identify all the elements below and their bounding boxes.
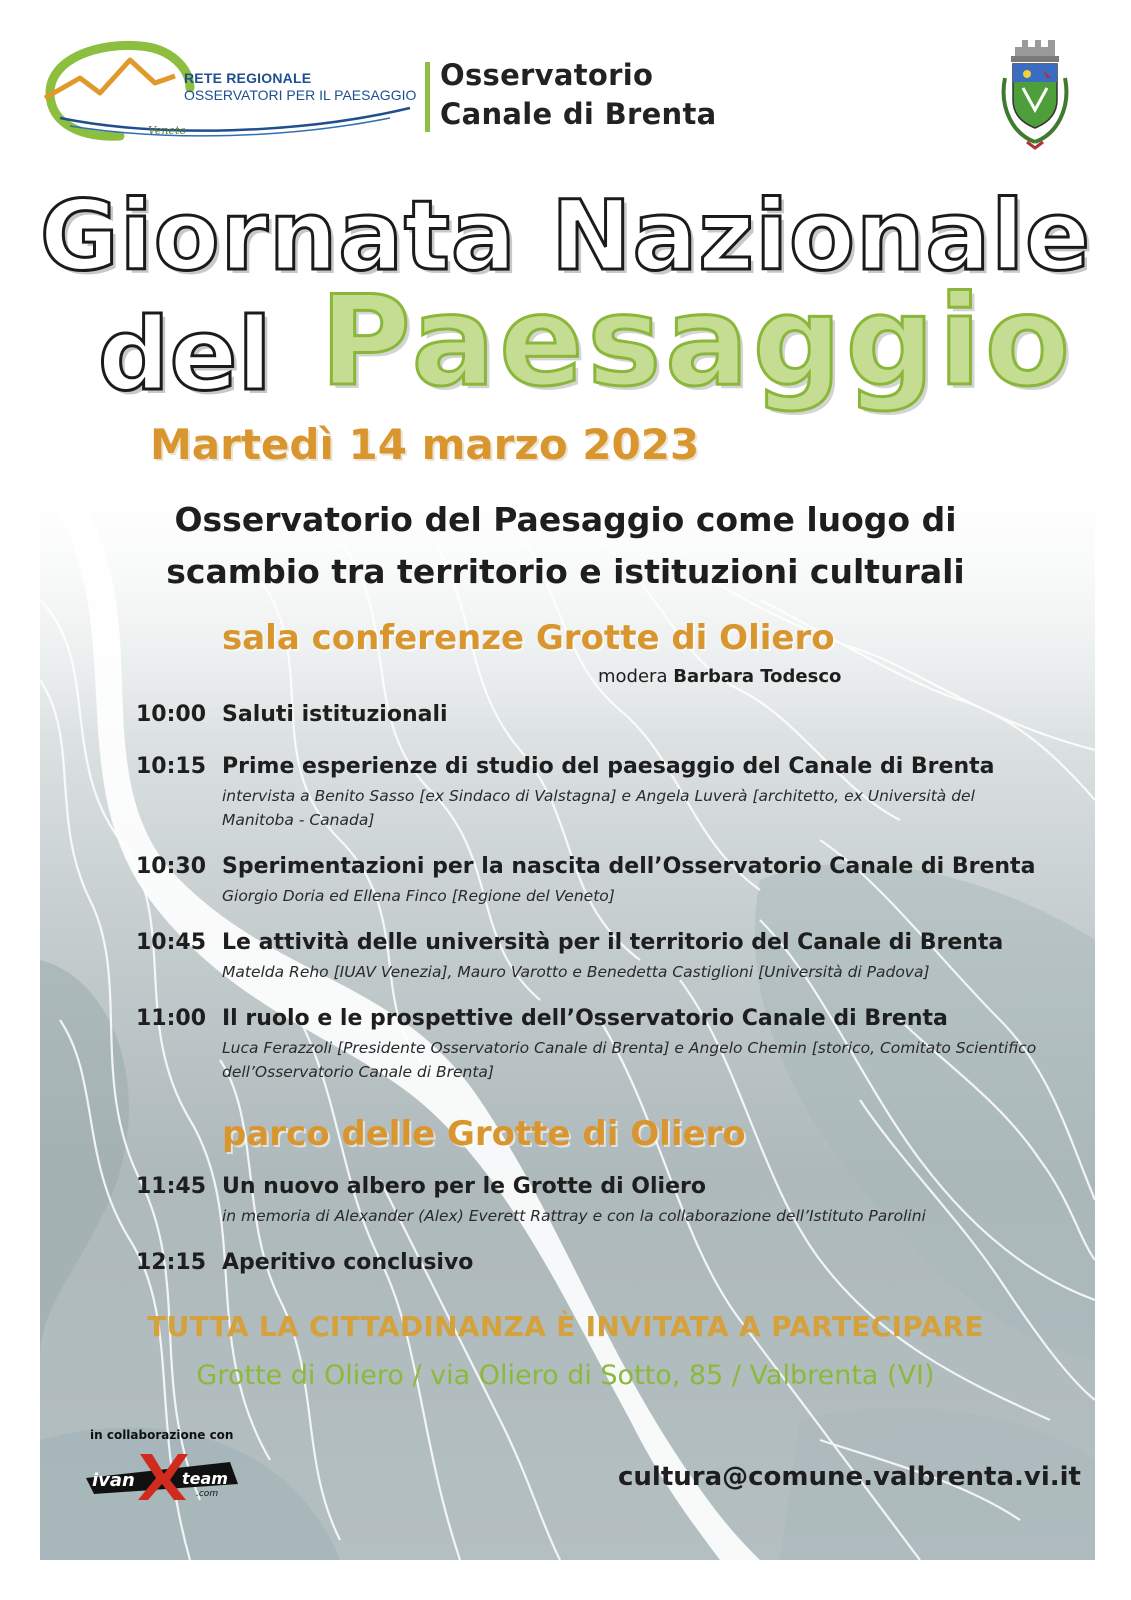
program-time: 11:00 bbox=[136, 1006, 207, 1031]
program-title: Sperimentazioni per la nascita dell’Osservatorio Canale di Brenta bbox=[222, 854, 1036, 879]
observatory-name-line2: Canale di Brenta bbox=[440, 97, 717, 131]
program-speakers: in memoria di Alexander (Alex) Everett Rattray e con la collaborazione dell’Istituto Parolini bbox=[222, 1207, 926, 1225]
header-divider bbox=[425, 62, 430, 132]
program-time: 10:30 bbox=[136, 854, 207, 879]
program-title: Il ruolo e le prospettive dell’Osservatorio Canale di Brenta bbox=[222, 1006, 948, 1031]
event-address: Grotte di Oliero / via Oliero di Sotto, 85 / Valbrenta (VI) bbox=[196, 1360, 935, 1391]
moderator-name: Barbara Todesco bbox=[673, 666, 842, 687]
svg-text:ivan: ivan bbox=[92, 1470, 135, 1491]
ivanxteam-sponsor-logo bbox=[78, 1448, 246, 1502]
event-subtitle bbox=[0, 494, 1131, 598]
event-subtitle-line1: Osservatorio del Paesaggio come luogo di bbox=[174, 500, 957, 539]
program-speakers: Luca Ferazzoli [Presidente Osservatorio Canale di Brenta] e Angelo Chemin [storico, Comitato Scientifico dell’Osservatorio Canale di Brenta] bbox=[222, 1039, 1037, 1081]
network-title: RETE REGIONALE bbox=[184, 70, 312, 86]
poster-title-highlight: Paesaggio bbox=[320, 270, 1075, 414]
section-heading-park: parco delle Grotte di Oliero bbox=[222, 1114, 746, 1154]
section-heading-conference-room: sala conferenze Grotte di Oliero bbox=[222, 618, 835, 658]
program-title: Aperitivo conclusivo bbox=[222, 1250, 474, 1275]
program-time: 11:45 bbox=[136, 1174, 207, 1199]
contact-email[interactable]: cultura@comune.valbrenta.vi.it bbox=[618, 1462, 1081, 1492]
svg-text:.com: .com bbox=[196, 1489, 219, 1499]
network-subtitle: OSSERVATORI PER IL PAESAGGIO bbox=[184, 87, 417, 103]
program-speakers: Matelda Reho [IUAV Venezia], Mauro Varotto e Benedetta Castiglioni [Università di Padova] bbox=[222, 963, 930, 981]
program-title: Le attività delle università per il territorio del Canale di Brenta bbox=[222, 930, 1004, 955]
program-time: 10:15 bbox=[136, 754, 207, 779]
svg-text:team: team bbox=[182, 1469, 228, 1488]
poster-title-line1: Giornata Nazionale bbox=[39, 180, 1092, 292]
program-title: Saluti istituzionali bbox=[222, 702, 448, 727]
program-title: Un nuovo albero per le Grotte di Oliero bbox=[222, 1174, 706, 1199]
municipal-coat-of-arms-icon bbox=[995, 38, 1075, 150]
moderator-prefix: modera bbox=[598, 666, 668, 687]
poster-title-prefix: del bbox=[98, 296, 272, 413]
program-speakers: Giorgio Doria ed Ellena Finco [Regione del Veneto] bbox=[222, 887, 615, 905]
program-speakers: intervista a Benito Sasso [ex Sindaco di Valstagna] e Angela Luverà [architetto, ex Università del Manitoba - Canada] bbox=[222, 787, 975, 829]
observatory-name-line1: Osservatorio bbox=[440, 58, 654, 92]
invitation-text: TUTTA LA CITTADINANZA È INVITATA A PARTECIPARE bbox=[147, 1310, 984, 1343]
event-date: Martedì 14 marzo 2023 bbox=[150, 420, 700, 469]
moderator-line bbox=[598, 666, 841, 687]
network-region: Veneto bbox=[148, 124, 187, 137]
program-title: Prime esperienze di studio del paesaggio del Canale di Brenta bbox=[222, 754, 995, 779]
event-subtitle-line2: scambio tra territorio e istituzioni culturali bbox=[166, 552, 965, 591]
program-time: 12:15 bbox=[136, 1250, 207, 1275]
collaboration-label: in collaborazione con bbox=[90, 1428, 234, 1442]
program-time: 10:45 bbox=[136, 930, 207, 955]
program-time: 10:00 bbox=[136, 702, 207, 727]
